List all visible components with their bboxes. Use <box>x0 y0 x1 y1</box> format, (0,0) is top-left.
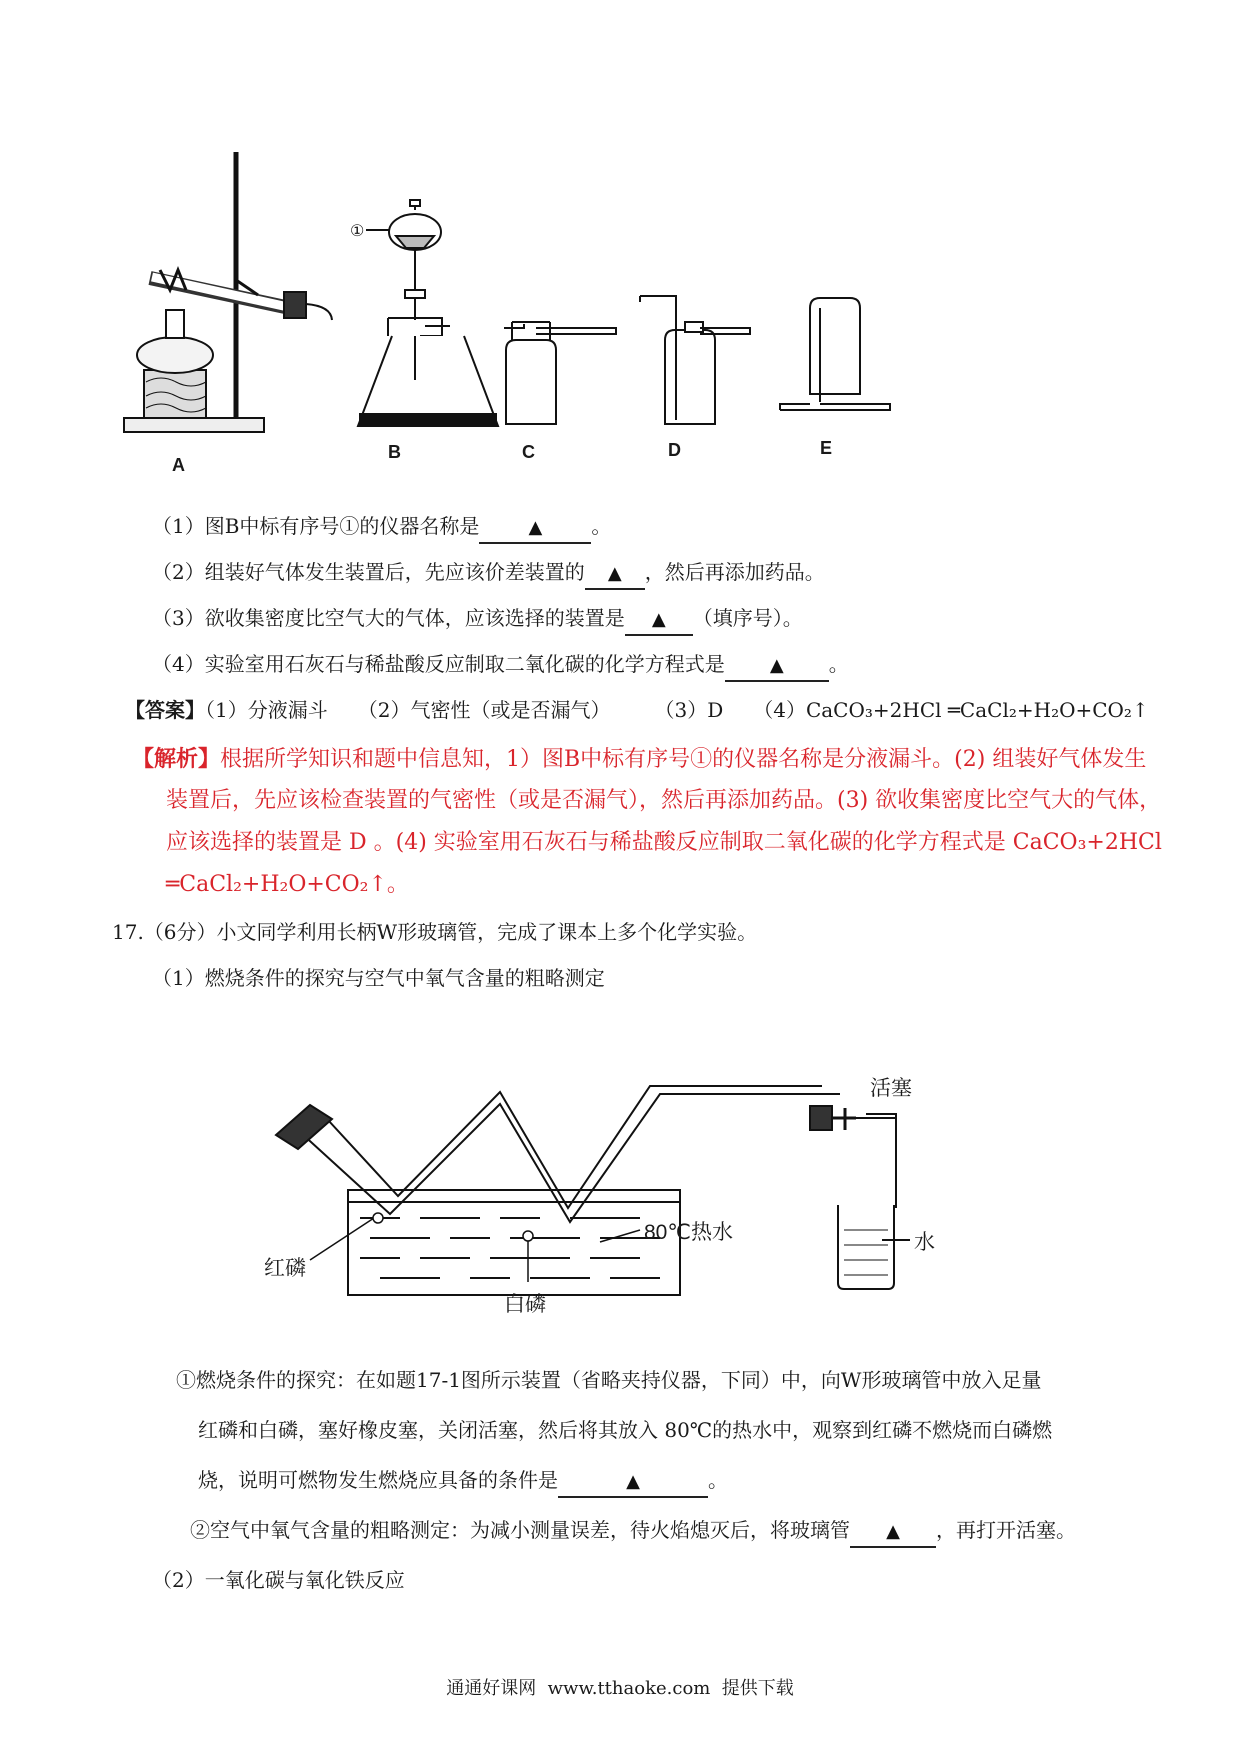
label-red-phosphorus: 红磷 <box>264 1257 306 1280</box>
q16-p2: （2）组装好气体发生装置后，先应该价差装置的 ▲ ，然后再添加药品。 <box>152 558 825 590</box>
label-valve: 活塞 <box>870 1077 912 1100</box>
label-white-phosphorus: 白磷 <box>504 1293 546 1316</box>
q17-item1-line1: ①燃烧条件的探究：在如题17-1图所示装置（省略夹持仪器，下同）中，向W形玻璃管中放入足量 <box>176 1368 1042 1392</box>
q17-item1-line2: 红磷和白磷，塞好橡皮塞，关闭活塞，然后将其放入 80℃的热水中，观察到红磷不燃烧而白磷燃 <box>198 1418 1053 1442</box>
q16-p1: （1）图B中标有序号①的仪器名称是 ▲ 。 <box>152 512 611 544</box>
q17-title: 17.（6分）小文同学利用长柄W形玻璃管，完成了课本上多个化学实验。 <box>112 920 758 944</box>
w-tube-drawing <box>270 1090 980 1330</box>
beaker <box>838 1205 910 1289</box>
label-e: E <box>820 438 833 458</box>
label-b: B <box>388 442 401 462</box>
label-water: 水 <box>914 1231 935 1254</box>
q17-item2: ②空气中氧气含量的粗略测定：为减小测量误差，待火焰熄灭后，将玻璃管 ▲ ，再打开活塞。 <box>190 1516 1076 1548</box>
q16-p4: （4）实验室用石灰石与稀盐酸反应制取二氧化碳的化学方程式是 ▲ 。 <box>152 650 849 682</box>
apparatus-drawing <box>120 150 1020 490</box>
q16-answer: 【答案】（1）分液漏斗 （2）气密性（或是否漏气） （3）D （4）CaCO₃+2HCl ═CaCl₂+H₂O+CO₂↑ <box>125 698 1149 722</box>
q17-sub1: （1）燃烧条件的探究与空气中氧气含量的粗略测定 <box>152 966 605 990</box>
apparatus-a <box>124 152 332 432</box>
footer: 通通好课网 www.tthaoke.com 提供下载 <box>446 1678 794 1699</box>
q16-analysis-line3: 应该选择的装置是 D 。(4) 实验室用石灰石与稀盐酸反应制取二氧化碳的化学方程式是 CaCO₃+2HCl <box>166 830 1162 855</box>
apparatus-figure <box>120 150 1020 490</box>
q16-analysis-line4: ═CaCl₂+H₂O+CO₂↑。 <box>166 872 409 897</box>
apparatus-d <box>640 296 750 424</box>
marker-circle-1: ① <box>350 221 365 240</box>
q16-analysis-line2: 装置后，先应该检查装置的气密性（或是否漏气），然后再添加药品。(3) 欲收集密度比空气大的气体， <box>166 788 1162 813</box>
label-hot-water: 80℃热水 <box>644 1221 733 1244</box>
apparatus-c <box>504 322 616 424</box>
label-a: A <box>172 455 185 475</box>
q17-item1-line3: 烧，说明可燃物发生燃烧应具备的条件是 ▲ 。 <box>198 1466 728 1498</box>
q17-sub2: （2）一氧化碳与氧化铁反应 <box>152 1568 405 1592</box>
label-d: D <box>668 440 681 460</box>
w-tube-figure <box>264 1077 980 1330</box>
apparatus-e <box>780 298 890 410</box>
q16-analysis-line1: 【解析】根据所学知识和题中信息知，1）图B中标有序号①的仪器名称是分液漏斗。(2) 组装好气体发生 <box>132 746 1147 772</box>
apparatus-b <box>350 200 498 426</box>
q16-p3: （3）欲收集密度比空气大的气体，应该选择的装置是 ▲ （填序号）。 <box>152 604 803 636</box>
label-c: C <box>522 442 535 462</box>
